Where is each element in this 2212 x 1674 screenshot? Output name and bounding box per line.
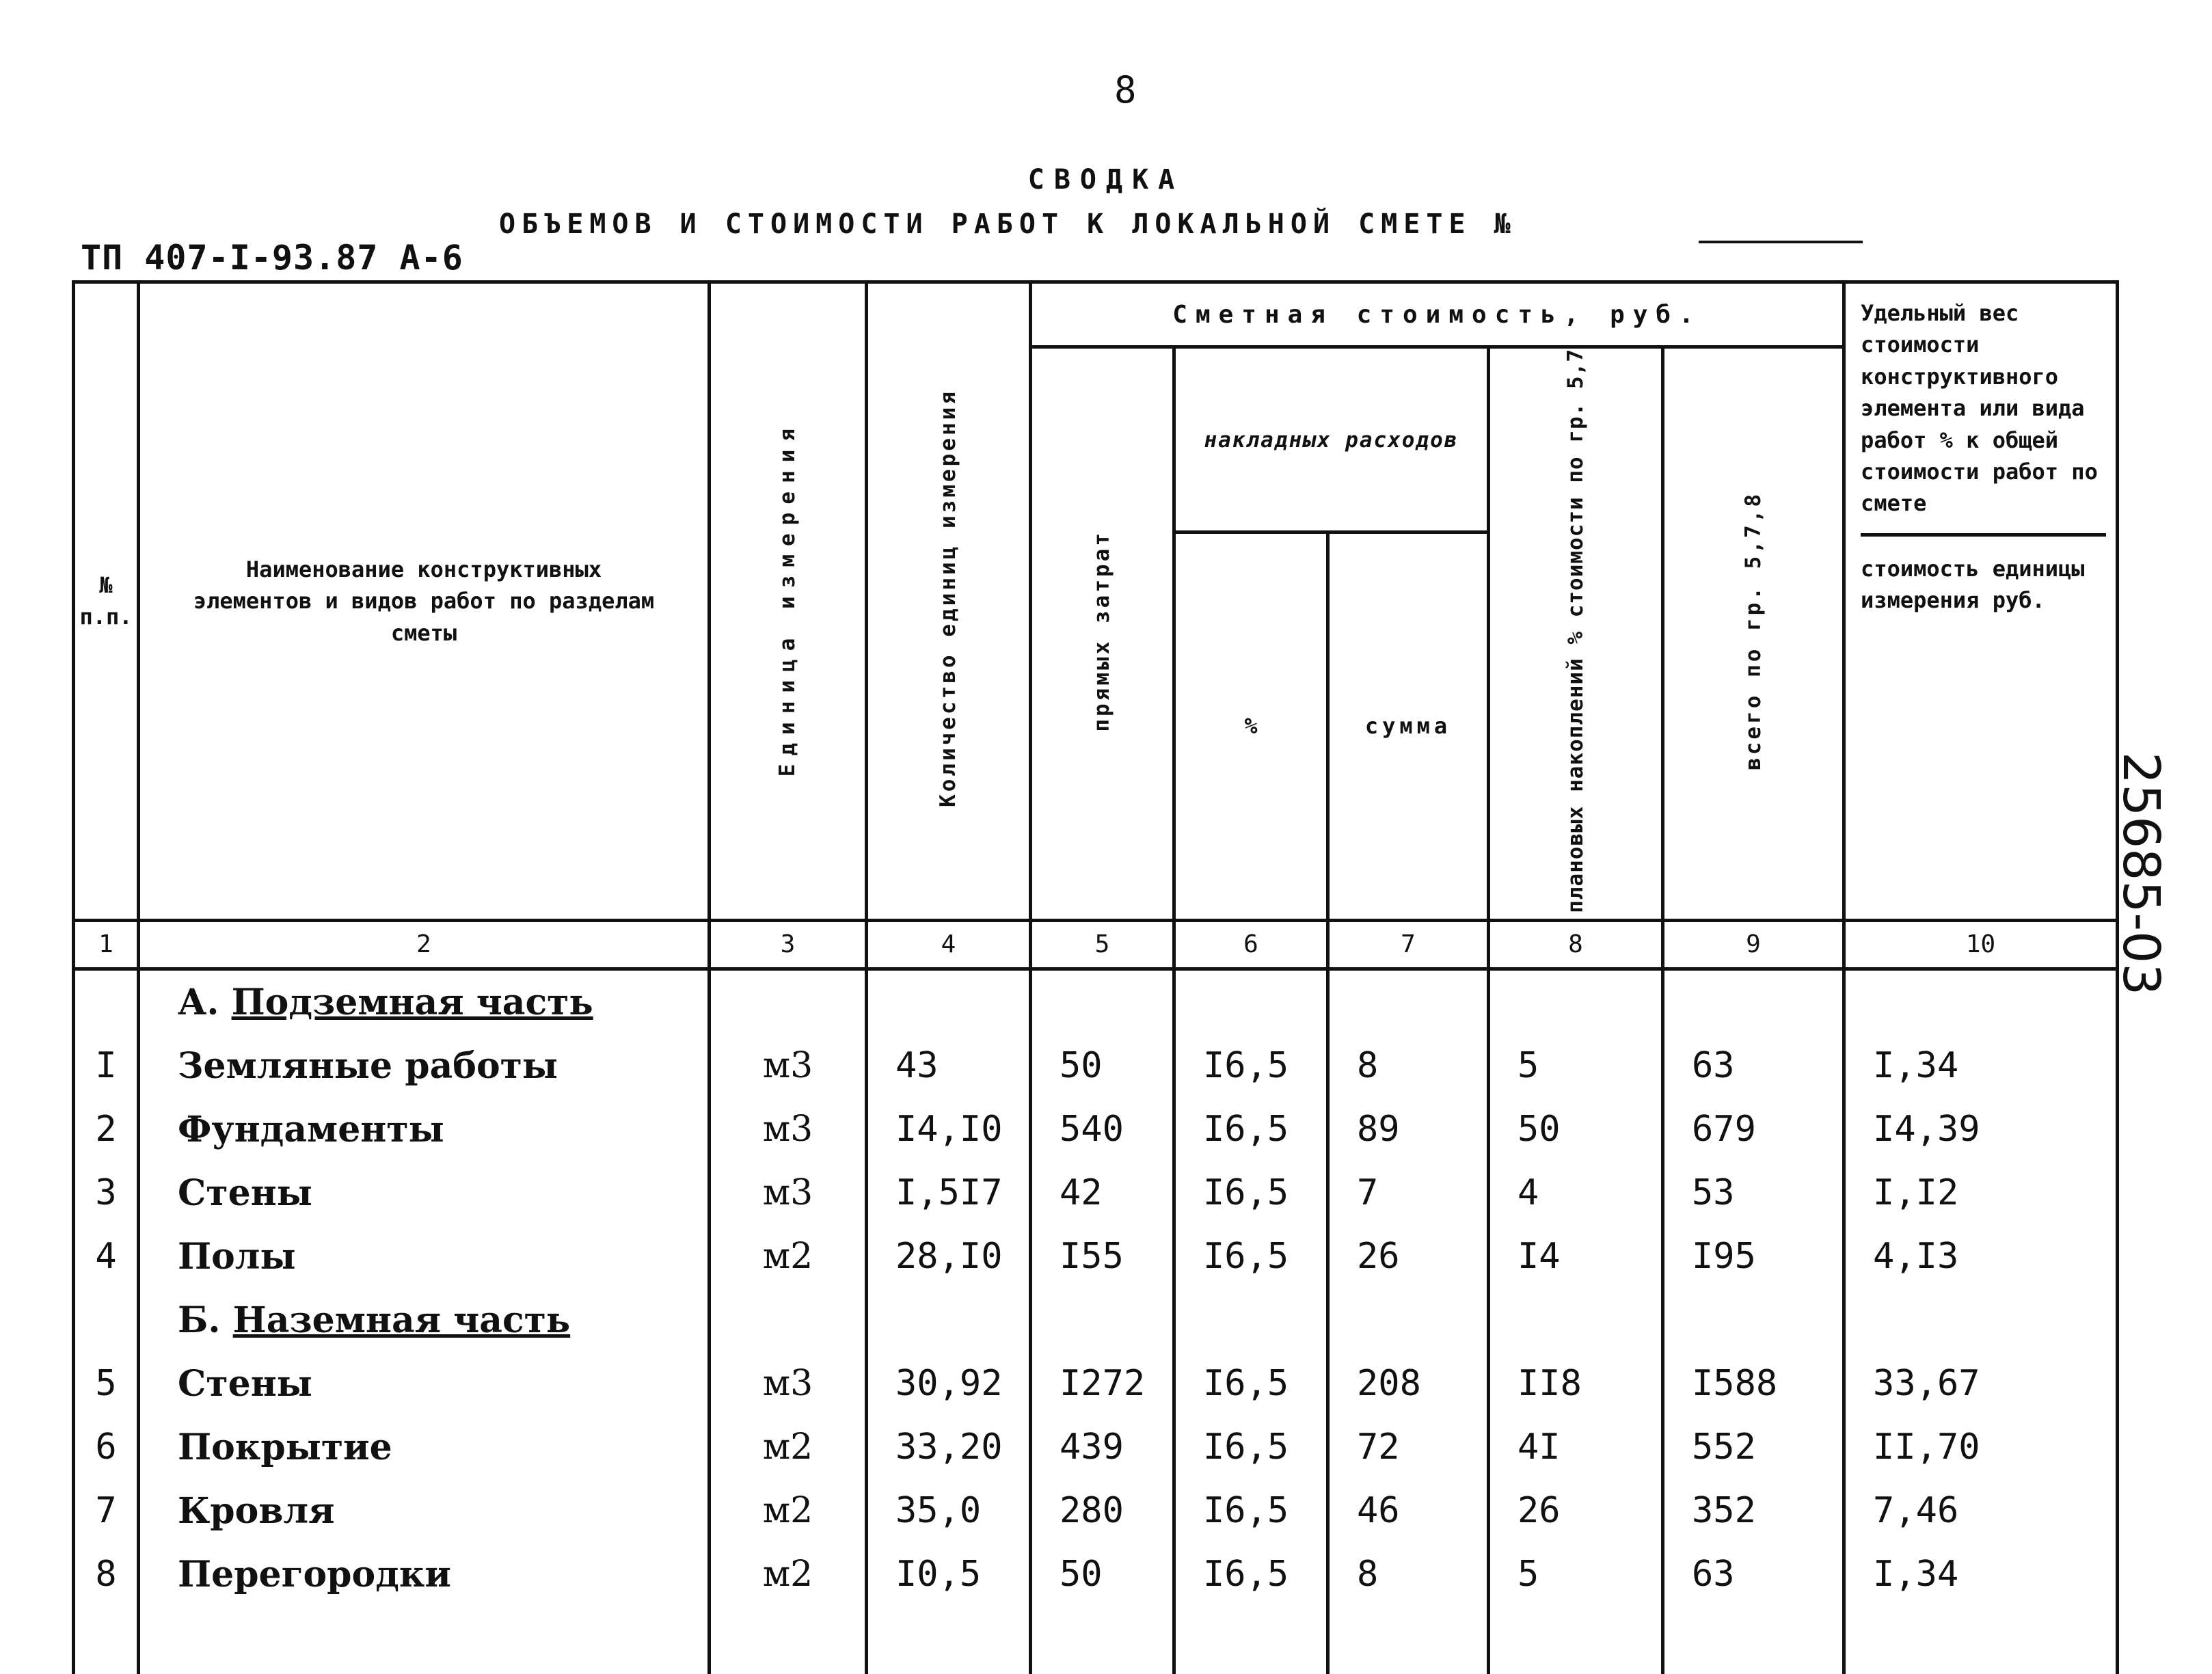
col-number: 9: [1663, 920, 1844, 969]
row-sum: 26: [1328, 1225, 1489, 1288]
col-header-unit-cost: стоимость единицы измерения руб.: [1861, 555, 2085, 614]
row-pct: I6,5: [1174, 1479, 1328, 1543]
row-total: 63: [1663, 1034, 1844, 1098]
row-share: 7,46: [1844, 1479, 2118, 1543]
row-planned: 26: [1489, 1479, 1663, 1543]
row-name: Полы: [139, 1225, 710, 1288]
row-no: 3: [74, 1161, 139, 1225]
row-share: II,70: [1844, 1416, 2118, 1479]
row-pct: I6,5: [1174, 1161, 1328, 1225]
col-number: 8: [1489, 920, 1663, 969]
row-name: Фундаменты: [139, 1098, 710, 1161]
col-number: 10: [1844, 920, 2118, 969]
row-planned: 4I: [1489, 1416, 1663, 1479]
table-body: [74, 969, 2118, 1674]
row-direct: I55: [1031, 1225, 1174, 1288]
table-row: [74, 1416, 2118, 1479]
col-header-planned: плановых накоплений % стоимости по гр. 5,7: [1489, 347, 1663, 921]
row-sum: 8: [1328, 1543, 1489, 1606]
row-direct: 439: [1031, 1416, 1174, 1479]
row-pct: I6,5: [1174, 1098, 1328, 1161]
row-pct: I6,5: [1174, 1352, 1328, 1416]
row-sum: 89: [1328, 1098, 1489, 1161]
col-header-no: № п.п.: [74, 282, 139, 921]
row-no: I: [74, 1034, 139, 1098]
document-subtitle: ОБЪЕМОВ И СТОИМОСТИ РАБОТ К ЛОКАЛЬНОЙ СМЕТЕ №: [499, 208, 1517, 240]
row-name: Стены: [139, 1161, 710, 1225]
row-unit: м2: [710, 1543, 867, 1606]
row-share: I,I2: [1844, 1161, 2118, 1225]
col-number: 3: [710, 920, 867, 969]
page-number: 8: [1114, 68, 1137, 111]
row-qty: 35,0: [867, 1479, 1031, 1543]
col-number: 2: [139, 920, 710, 969]
table-row: [74, 1352, 2118, 1416]
row-total: I95: [1663, 1225, 1844, 1288]
col-header-unit: Единица измерения: [710, 282, 867, 921]
row-direct: 280: [1031, 1479, 1174, 1543]
document-title: СВОДКА: [1027, 164, 1185, 195]
row-planned: 4: [1489, 1161, 1663, 1225]
row-direct: 540: [1031, 1098, 1174, 1161]
row-total: 53: [1663, 1161, 1844, 1225]
row-name: Стены: [139, 1352, 710, 1416]
row-total: 63: [1663, 1543, 1844, 1606]
row-no: 8: [74, 1543, 139, 1606]
row-name: Кровля: [139, 1479, 710, 1543]
row-name: Перегородки: [139, 1543, 710, 1606]
row-sum: 72: [1328, 1416, 1489, 1479]
row-no: 5: [74, 1352, 139, 1416]
row-no: 4: [74, 1225, 139, 1288]
row-unit: м2: [710, 1479, 867, 1543]
row-share: I4,39: [1844, 1098, 2118, 1161]
row-no: 2: [74, 1098, 139, 1161]
row-share: 4,I3: [1844, 1225, 2118, 1288]
row-direct: 50: [1031, 1034, 1174, 1098]
col-header-estimated-cost: Сметная стоимость, руб.: [1031, 282, 1844, 347]
row-planned: II8: [1489, 1352, 1663, 1416]
row-no: 6: [74, 1416, 139, 1479]
row-pct: I6,5: [1174, 1225, 1328, 1288]
table-row: [74, 1543, 2118, 1606]
col-header-overhead: накладных расходов: [1174, 347, 1489, 532]
section-title: Б. Наземная часть: [139, 1288, 710, 1352]
col-number: 4: [867, 920, 1031, 969]
row-sum: 8: [1328, 1034, 1489, 1098]
row-direct: I272: [1031, 1352, 1174, 1416]
row-planned: 50: [1489, 1098, 1663, 1161]
col-number: 1: [74, 920, 139, 969]
row-name: Земляные работы: [139, 1034, 710, 1098]
row-name: Покрытие: [139, 1416, 710, 1479]
row-direct: 50: [1031, 1543, 1174, 1606]
row-qty: 43: [867, 1034, 1031, 1098]
col-number: 6: [1174, 920, 1328, 969]
row-no: 7: [74, 1479, 139, 1543]
row-planned: 5: [1489, 1543, 1663, 1606]
table-row: [74, 1098, 2118, 1161]
row-pct: I6,5: [1174, 1543, 1328, 1606]
section-title: А. Подземная часть: [139, 969, 710, 1034]
row-direct: 42: [1031, 1161, 1174, 1225]
col-number: 7: [1328, 920, 1489, 969]
row-qty: I,5I7: [867, 1161, 1031, 1225]
row-qty: 28,I0: [867, 1225, 1031, 1288]
row-unit: м2: [710, 1225, 867, 1288]
row-unit: м2: [710, 1416, 867, 1479]
col10-divider: [1861, 533, 2106, 537]
section-header: [74, 1288, 2118, 1352]
table-row: [74, 1161, 2118, 1225]
section-header: [74, 969, 2118, 1034]
document-code: ТП 407-I-93.87 А-6: [81, 238, 463, 278]
row-share: I,34: [1844, 1543, 2118, 1606]
row-qty: I0,5: [867, 1543, 1031, 1606]
row-pct: I6,5: [1174, 1416, 1328, 1479]
table-spacer: [74, 1606, 2118, 1674]
col-header-direct: прямых затрат: [1031, 347, 1174, 921]
col-header-share: Удельный вес стоимости конструктивного элемента или вида работ % к общей стоимости работ по смете стоимость единицы измерения руб.: [1844, 282, 2118, 921]
row-unit: м3: [710, 1352, 867, 1416]
row-unit: м3: [710, 1098, 867, 1161]
table-row: [74, 1034, 2118, 1098]
row-share: 33,67: [1844, 1352, 2118, 1416]
row-planned: 5: [1489, 1034, 1663, 1098]
row-sum: 208: [1328, 1352, 1489, 1416]
row-qty: I4,I0: [867, 1098, 1031, 1161]
row-share: I,34: [1844, 1034, 2118, 1098]
row-total: 679: [1663, 1098, 1844, 1161]
row-sum: 7: [1328, 1161, 1489, 1225]
col-header-qty: Количество единиц измерения: [867, 282, 1031, 921]
col-header-name: Наименование конструктивных элементов и видов работ по разделам сметы: [139, 282, 710, 921]
row-planned: I4: [1489, 1225, 1663, 1288]
table-row: [74, 1479, 2118, 1543]
row-total: 552: [1663, 1416, 1844, 1479]
col-number: 5: [1031, 920, 1174, 969]
row-total: 352: [1663, 1479, 1844, 1543]
row-unit: м3: [710, 1161, 867, 1225]
row-total: I588: [1663, 1352, 1844, 1416]
row-qty: 33,20: [867, 1416, 1031, 1479]
estimate-number-blank: [1699, 241, 1863, 243]
col-header-overhead-sum: сумма: [1328, 532, 1489, 920]
col-header-total: всего по гр. 5,7,8: [1663, 347, 1844, 921]
table-row: [74, 1225, 2118, 1288]
row-unit: м3: [710, 1034, 867, 1098]
row-qty: 30,92: [867, 1352, 1031, 1416]
row-sum: 46: [1328, 1479, 1489, 1543]
side-stamp: 25685-03: [2112, 752, 2170, 996]
col-header-overhead-pct: %: [1174, 532, 1328, 920]
row-pct: I6,5: [1174, 1034, 1328, 1098]
